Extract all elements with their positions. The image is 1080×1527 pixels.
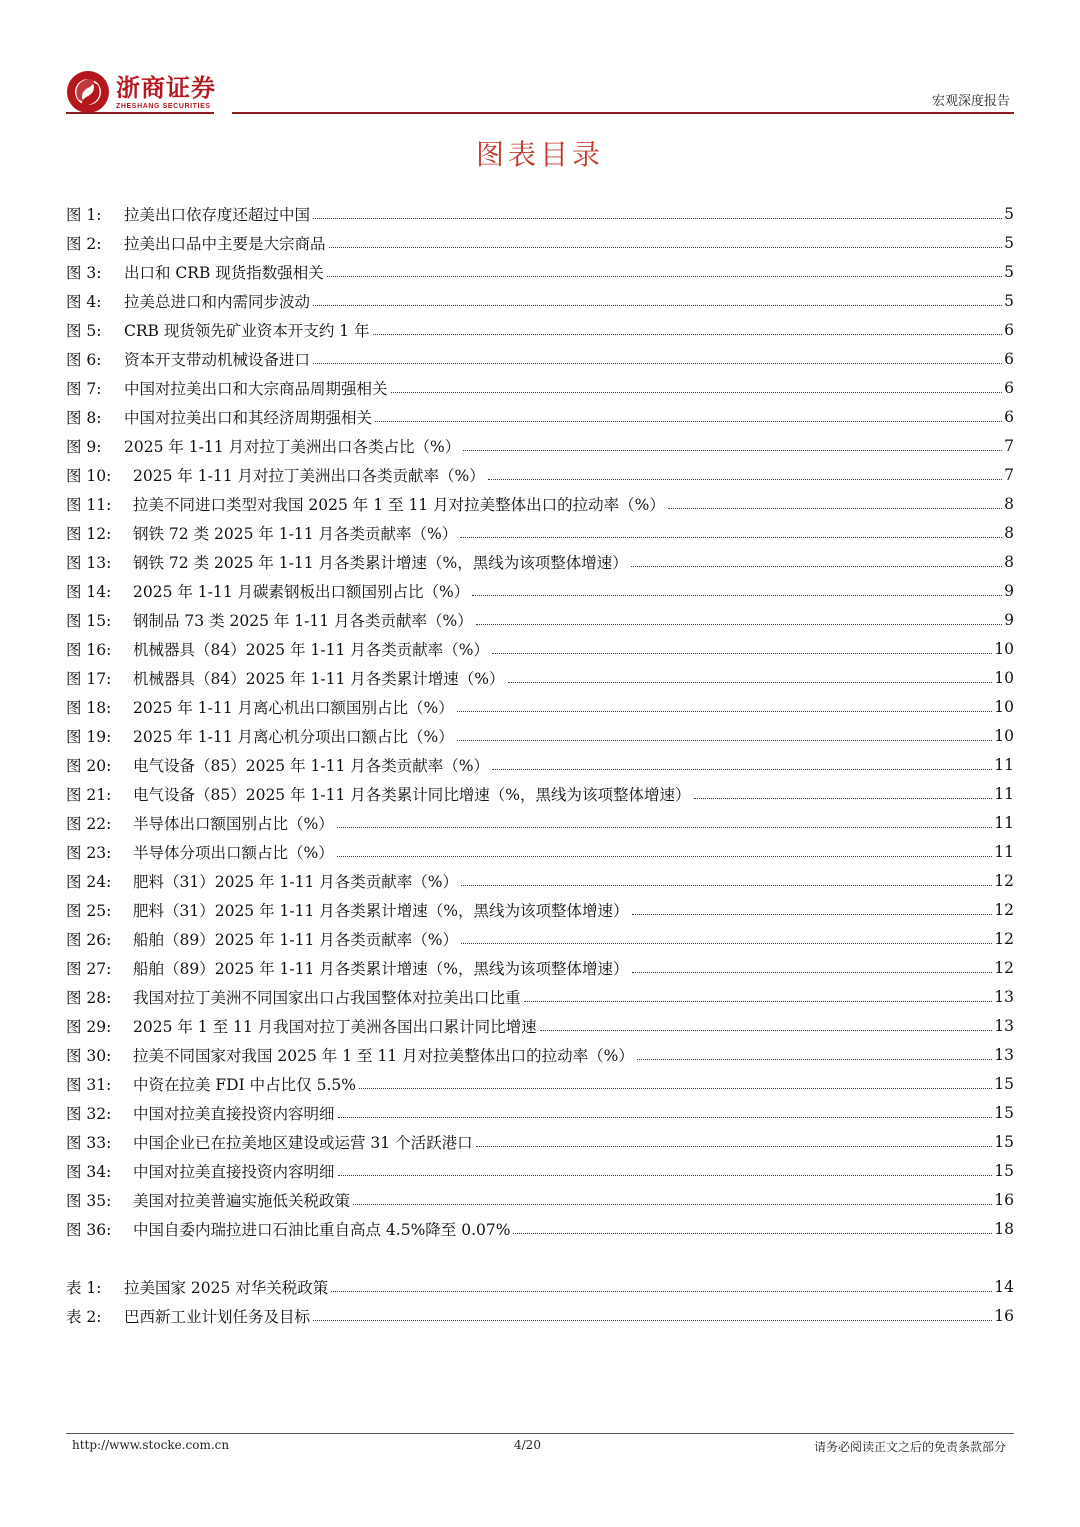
toc-entry[interactable] — [66, 692, 1014, 721]
company-name-en: ZHESHANG SECURITIES — [116, 102, 211, 110]
toc-entry[interactable] — [66, 1185, 1014, 1214]
footer-url[interactable]: http://www.stocke.com.cn — [72, 1438, 230, 1452]
toc-entry-label: 图 26: — [66, 930, 112, 949]
toc-entry-page: 5 — [1004, 262, 1014, 281]
toc-entry[interactable] — [66, 518, 1014, 547]
toc-leader-dots — [694, 788, 993, 799]
toc-entry-title: 中资在拉美 FDI 中占比仅 5.5% — [133, 1075, 356, 1094]
toc-entry-page: 8 — [1004, 494, 1014, 513]
toc-entry[interactable] — [66, 228, 1014, 257]
toc-entry-title: 电气设备（85）2025 年 1-11 月各类贡献率（%） — [133, 756, 490, 775]
toc-leader-dots — [331, 1281, 992, 1292]
toc-leader-dots — [375, 411, 1002, 422]
toc-entry-title: 拉美不同进口类型对我国 2025 年 1 至 11 月对拉美整体出口的拉动率（%） — [133, 495, 665, 514]
toc-entry-page: 6 — [1004, 378, 1014, 397]
toc-entry[interactable] — [66, 924, 1014, 953]
toc-entry-label: 图 3: — [66, 263, 102, 282]
toc-entry-page: 11 — [994, 842, 1014, 861]
toc-entry-title: 肥料（31）2025 年 1-11 月各类贡献率（%） — [133, 872, 459, 891]
toc-entry[interactable] — [66, 1156, 1014, 1185]
toc-entry-title: 半导体分项出口额占比（%） — [133, 843, 334, 862]
header-divider-gap — [214, 109, 232, 117]
toc-leader-dots — [313, 208, 1002, 219]
toc-entry-title: 拉美总进口和内需同步波动 — [124, 292, 311, 311]
toc-entry-title: 拉美不同国家对我国 2025 年 1 至 11 月对拉美整体出口的拉动率（%） — [133, 1046, 634, 1065]
toc-entry-label: 图 1: — [66, 205, 102, 224]
toc-entry-label: 图 19: — [66, 727, 112, 746]
toc-entry-label: 图 5: — [66, 321, 102, 340]
toc-entry[interactable] — [66, 547, 1014, 576]
toc-entry[interactable] — [66, 953, 1014, 982]
toc-entry[interactable] — [66, 982, 1014, 1011]
toc-entry-label: 表 2: — [66, 1307, 102, 1326]
toc-entry[interactable] — [66, 460, 1014, 489]
toc-entry-label: 图 29: — [66, 1017, 112, 1036]
toc-entry-page: 6 — [1004, 320, 1014, 339]
toc-leader-dots — [327, 266, 1002, 277]
toc-leader-dots — [353, 1194, 992, 1205]
toc-leader-dots — [540, 1020, 993, 1031]
toc-entry-page: 13 — [994, 1045, 1014, 1064]
toc-entry-title: CRB 现货领先矿业资本开支约 1 年 — [124, 321, 370, 340]
toc-entry-title: 机械器具（84）2025 年 1-11 月各类累计增速（%） — [133, 669, 505, 688]
toc-entry-title: 美国对拉美普遍实施低关税政策 — [133, 1191, 351, 1210]
toc-entry-label: 图 21: — [66, 785, 112, 804]
footer-divider — [66, 1433, 1014, 1434]
toc-leader-dots — [461, 875, 992, 886]
toc-entry-label: 图 10: — [66, 466, 112, 485]
toc-entry-page: 5 — [1004, 233, 1014, 252]
toc-leader-dots — [337, 817, 993, 828]
toc-entry-label: 图 8: — [66, 408, 102, 427]
toc-entry-page: 12 — [994, 871, 1014, 890]
toc-leader-dots — [313, 1310, 992, 1321]
page-number: 4/20 — [514, 1438, 541, 1452]
toc-entry-page: 11 — [994, 813, 1014, 832]
toc-leader-dots — [631, 556, 1002, 567]
toc-entry-label: 图 7: — [66, 379, 102, 398]
toc-leader-dots — [338, 1165, 993, 1176]
toc-entry-label: 图 36: — [66, 1220, 112, 1239]
toc-leader-dots — [488, 469, 1002, 480]
toc-entry[interactable] — [66, 489, 1014, 518]
toc-leader-dots — [373, 324, 1003, 335]
toc-entry[interactable] — [66, 257, 1014, 286]
toc-entry-label: 图 6: — [66, 350, 102, 369]
toc-entry[interactable] — [66, 895, 1014, 924]
toc-leader-dots — [329, 237, 1003, 248]
toc-entry-title: 拉美出口品中主要是大宗商品 — [124, 234, 326, 253]
toc-entry[interactable] — [66, 721, 1014, 750]
toc-leader-dots — [338, 1107, 993, 1118]
toc-leader-dots — [492, 759, 992, 770]
toc-entry-title: 中国自委内瑞拉进口石油比重自高点 4.5%降至 0.07% — [133, 1220, 511, 1239]
toc-entry-label: 图 11: — [66, 495, 112, 514]
toc-entry[interactable] — [66, 1098, 1014, 1127]
toc-leader-dots — [513, 1223, 992, 1234]
toc-leader-dots — [632, 962, 993, 973]
company-name-cn: 浙商证券 — [116, 73, 216, 102]
toc-entry-title: 2025 年 1 至 11 月我国对拉丁美洲各国出口累计同比增速 — [133, 1017, 537, 1036]
toc-entry-label: 图 33: — [66, 1133, 112, 1152]
toc-entry-page: 8 — [1004, 552, 1014, 571]
toc-entry-label: 图 22: — [66, 814, 112, 833]
toc-entry-page: 16 — [994, 1190, 1014, 1209]
toc-leader-dots — [313, 353, 1002, 364]
toc-entry[interactable] — [66, 402, 1014, 431]
toc-entry[interactable] — [66, 1069, 1014, 1098]
toc-entry[interactable] — [66, 866, 1014, 895]
toc-entry-title: 钢铁 72 类 2025 年 1-11 月各类累计增速（%，黑线为该项整体增速） — [133, 553, 628, 572]
toc-entry-title: 出口和 CRB 现货指数强相关 — [124, 263, 324, 282]
toc-entry-label: 表 1: — [66, 1278, 102, 1297]
toc-entry-label: 图 9: — [66, 437, 102, 456]
toc-entry-page: 5 — [1004, 291, 1014, 310]
toc-entry-title: 中国对拉美直接投资内容明细 — [133, 1104, 335, 1123]
toc-entry-label: 图 35: — [66, 1191, 112, 1210]
toc-entry[interactable] — [66, 750, 1014, 779]
toc-entry[interactable] — [66, 373, 1014, 402]
toc-entry[interactable] — [66, 199, 1014, 228]
toc-entry-title: 中国对拉美直接投资内容明细 — [133, 1162, 335, 1181]
toc-entry-label: 图 4: — [66, 292, 102, 311]
toc-entry-title: 拉美出口依存度还超过中国 — [124, 205, 311, 224]
toc-entry-page: 14 — [994, 1277, 1014, 1296]
disclaimer-note: 请务必阅读正文之后的免责条款部分 — [813, 1440, 1006, 1454]
toc-entry-title: 电气设备（85）2025 年 1-11 月各类累计同比增速（%，黑线为该项整体增速） — [133, 785, 691, 804]
page-header — [66, 68, 1014, 116]
toc-entry-page: 6 — [1004, 407, 1014, 426]
toc-entry[interactable] — [66, 286, 1014, 315]
toc-entry[interactable] — [66, 808, 1014, 837]
toc-entry-page: 10 — [994, 697, 1014, 716]
toc-entry[interactable] — [66, 576, 1014, 605]
toc-entry-label: 图 15: — [66, 611, 112, 630]
toc-entry-page: 7 — [1004, 465, 1014, 484]
toc-entry-title: 半导体出口额国别占比（%） — [133, 814, 334, 833]
table-list — [66, 1272, 1014, 1330]
toc-leader-dots — [476, 1136, 993, 1147]
toc-entry[interactable] — [66, 1301, 1014, 1330]
toc-leader-dots — [632, 904, 993, 915]
toc-entry-page: 16 — [994, 1306, 1014, 1325]
toc-entry-page: 15 — [994, 1103, 1014, 1122]
toc-leader-dots — [313, 295, 1002, 306]
toc-entry-label: 图 32: — [66, 1104, 112, 1123]
toc-entry[interactable] — [66, 634, 1014, 663]
toc-entry[interactable] — [66, 837, 1014, 866]
toc-entry-label: 图 13: — [66, 553, 112, 572]
toc-entry-title: 2025 年 1-11 月碳素钢板出口额国别占比（%） — [133, 582, 470, 601]
toc-entry-page: 13 — [994, 987, 1014, 1006]
company-logo — [66, 70, 216, 114]
header-divider — [66, 112, 1014, 114]
toc-entry-page: 9 — [1004, 610, 1014, 629]
toc-entry-title: 拉美国家 2025 对华关税政策 — [124, 1278, 329, 1297]
toc-entry-page: 10 — [994, 726, 1014, 745]
toc-entry-title: 中国对拉美出口和其经济周期强相关 — [124, 408, 373, 427]
toc-entry-page: 15 — [994, 1161, 1014, 1180]
toc-entry-label: 图 20: — [66, 756, 112, 775]
toc-entry[interactable] — [66, 605, 1014, 634]
toc-entry-page: 10 — [994, 668, 1014, 687]
toc-entry-title: 机械器具（84）2025 年 1-11 月各类贡献率（%） — [133, 640, 490, 659]
toc-entry-page: 10 — [994, 639, 1014, 658]
toc-entry-label: 图 23: — [66, 843, 112, 862]
toc-leader-dots — [461, 933, 992, 944]
toc-entry-page: 13 — [994, 1016, 1014, 1035]
toc-leader-dots — [337, 846, 993, 857]
toc-entry-title: 2025 年 1-11 月对拉丁美洲出口各类贡献率（%） — [133, 466, 485, 485]
toc-entry[interactable] — [66, 1011, 1014, 1040]
zheshang-logo-icon — [66, 70, 110, 114]
toc-entry-page: 12 — [994, 958, 1014, 977]
toc-entry-title: 中国企业已在拉美地区建设或运营 31 个活跃港口 — [133, 1133, 473, 1152]
table-of-figures — [66, 199, 1014, 1330]
toc-entry[interactable] — [66, 344, 1014, 373]
toc-entry-page: 9 — [1004, 581, 1014, 600]
toc-entry-title: 肥料（31）2025 年 1-11 月各类累计增速（%，黑线为该项整体增速） — [133, 901, 629, 920]
toc-entry-page: 6 — [1004, 349, 1014, 368]
figure-list — [66, 199, 1014, 1243]
toc-entry-page: 12 — [994, 900, 1014, 919]
toc-entry-title: 船舶（89）2025 年 1-11 月各类累计增速（%，黑线为该项整体增速） — [133, 959, 629, 978]
toc-entry-label: 图 2: — [66, 234, 102, 253]
toc-entry-label: 图 28: — [66, 988, 112, 1007]
toc-entry[interactable] — [66, 779, 1014, 808]
toc-entry-title: 钢铁 72 类 2025 年 1-11 月各类贡献率（%） — [133, 524, 458, 543]
toc-entry[interactable] — [66, 1127, 1014, 1156]
toc-entry-label: 图 18: — [66, 698, 112, 717]
toc-entry[interactable] — [66, 1040, 1014, 1069]
toc-leader-dots — [463, 440, 1002, 451]
toc-entry-title: 2025 年 1-11 月对拉丁美洲出口各类占比（%） — [124, 437, 461, 456]
toc-entry-label: 图 34: — [66, 1162, 112, 1181]
toc-entry-title: 钢制品 73 类 2025 年 1-11 月各类贡献率（%） — [133, 611, 473, 630]
toc-leader-dots — [524, 991, 993, 1002]
toc-entry-label: 图 24: — [66, 872, 112, 891]
toc-leader-dots — [359, 1078, 992, 1089]
toc-leader-dots — [668, 498, 1002, 509]
toc-entry-title: 资本开支带动机械设备进口 — [124, 350, 311, 369]
toc-entry-title: 中国对拉美出口和大宗商品周期强相关 — [124, 379, 388, 398]
toc-entry-title: 我国对拉丁美洲不同国家出口占我国整体对拉美出口比重 — [133, 988, 521, 1007]
toc-entry-page: 11 — [994, 755, 1014, 774]
toc-entry-label: 图 14: — [66, 582, 112, 601]
page-title: 图表目录 — [475, 138, 604, 171]
report-type: 宏观深度报告 — [931, 94, 1010, 109]
toc-entry-label: 图 31: — [66, 1075, 112, 1094]
toc-entry-title: 船舶（89）2025 年 1-11 月各类贡献率（%） — [133, 930, 459, 949]
toc-entry-title: 2025 年 1-11 月离心机出口额国别占比（%） — [133, 698, 454, 717]
toc-entry-label: 图 17: — [66, 669, 112, 688]
toc-entry-page: 7 — [1004, 436, 1014, 455]
toc-leader-dots — [492, 643, 992, 654]
toc-entry[interactable] — [66, 315, 1014, 344]
toc-leader-dots — [457, 730, 992, 741]
toc-entry-page: 8 — [1004, 523, 1014, 542]
toc-entry-page: 5 — [1004, 204, 1014, 223]
toc-entry-title: 2025 年 1-11 月离心机分项出口额占比（%） — [133, 727, 454, 746]
toc-entry[interactable] — [66, 431, 1014, 460]
toc-entry-label: 图 27: — [66, 959, 112, 978]
toc-leader-dots — [472, 585, 1002, 596]
section-gap — [66, 1243, 1014, 1272]
toc-entry[interactable] — [66, 1214, 1014, 1243]
toc-entry-label: 图 30: — [66, 1046, 112, 1065]
toc-leader-dots — [460, 527, 1002, 538]
toc-entry-page: 15 — [994, 1074, 1014, 1093]
toc-entry[interactable] — [66, 1272, 1014, 1301]
toc-entry-title: 巴西新工业计划任务及目标 — [124, 1307, 311, 1326]
toc-entry-page: 11 — [994, 784, 1014, 803]
toc-entry-page: 12 — [994, 929, 1014, 948]
toc-leader-dots — [508, 672, 993, 683]
toc-leader-dots — [637, 1049, 992, 1060]
toc-entry-page: 15 — [994, 1132, 1014, 1151]
toc-leader-dots — [476, 614, 1002, 625]
toc-entry-label: 图 25: — [66, 901, 112, 920]
toc-leader-dots — [457, 701, 992, 712]
toc-entry-label: 图 16: — [66, 640, 112, 659]
toc-entry-label: 图 12: — [66, 524, 112, 543]
toc-leader-dots — [391, 382, 1003, 393]
toc-entry-page: 18 — [994, 1219, 1014, 1238]
toc-entry[interactable] — [66, 663, 1014, 692]
